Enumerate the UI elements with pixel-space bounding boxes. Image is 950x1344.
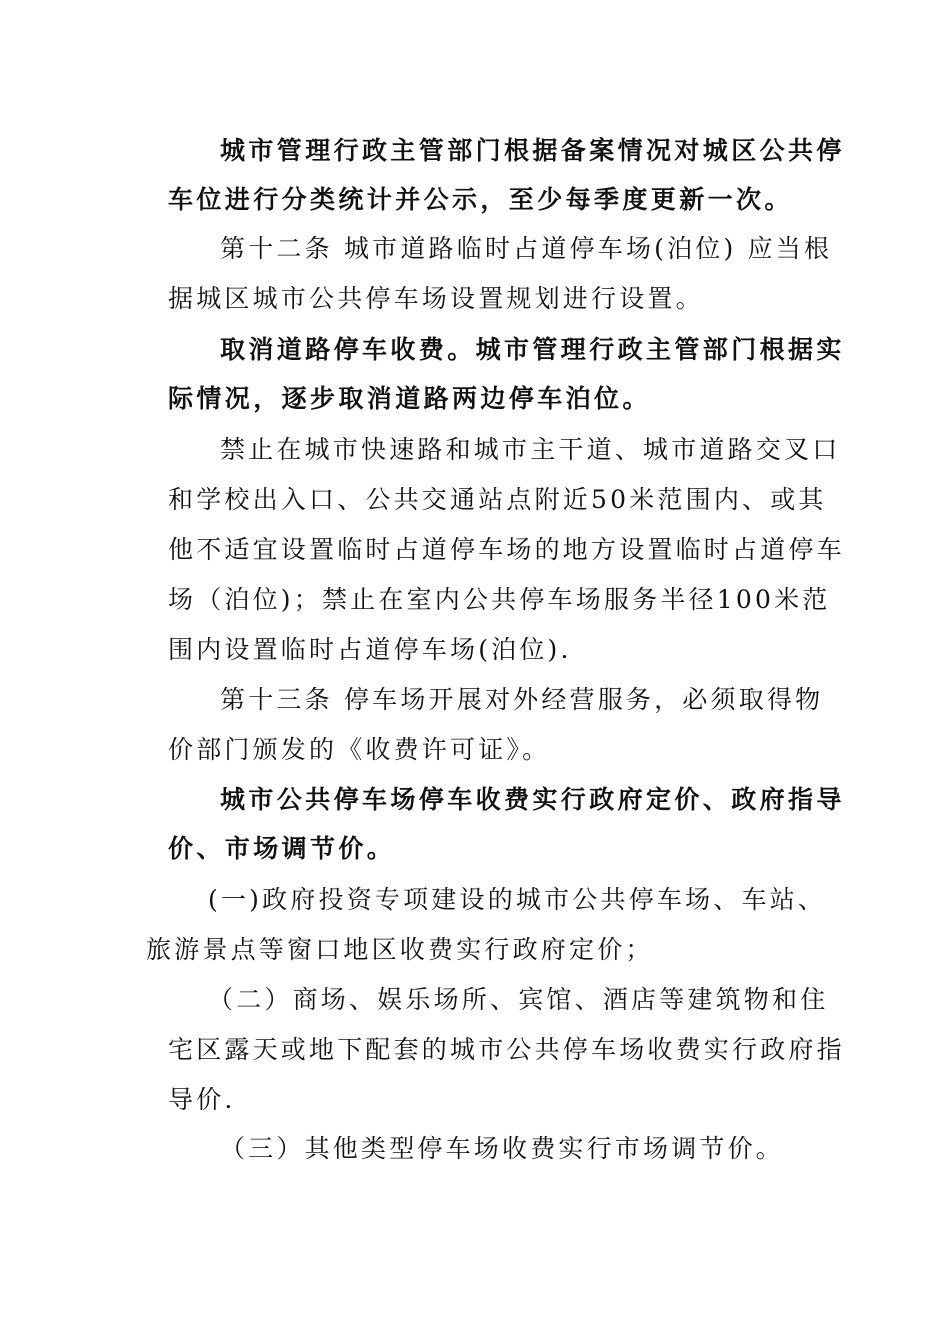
paragraph-line: 禁止在城市快速路和城市主干道、城市道路交叉口 xyxy=(220,435,841,464)
paragraph-line: 围内设置临时占道停车场(泊位). xyxy=(168,635,572,664)
paragraph-line: 和学校出入口、公共交通站点附近50米范围内、或其 xyxy=(168,485,827,514)
paragraph-line: 车位进行分类统计并公示，至少每季度更新一次。 xyxy=(168,185,793,214)
paragraph-line: 城市公共停车场停车收费实行政府定价、政府指导 xyxy=(220,785,845,814)
paragraph-line: 城市管理行政主管部门根据备案情况对城区公共停 xyxy=(220,136,845,165)
paragraph-line: 场（泊位)；禁止在室内公共停车场服务半径100米范 xyxy=(168,585,831,614)
paragraph-line: 第十二条 城市道路临时占道停车场(泊位) 应当根 xyxy=(220,234,833,263)
paragraph-line: (一)政府投资专项建设的城市公共停车场、车站、 xyxy=(208,885,827,914)
paragraph-line: （三）其他类型停车场收费实行市场调节价。 xyxy=(220,1134,785,1163)
paragraph-line: 导价. xyxy=(168,1085,236,1114)
paragraph-line: 价、市场调节价。 xyxy=(168,834,396,863)
paragraph-line: 际情况，逐步取消道路两边停车泊位。 xyxy=(168,384,651,413)
paragraph-line: 取消道路停车收费。城市管理行政主管部门根据实 xyxy=(220,335,845,364)
paragraph-line: 第十三条 停车场开展对外经营服务，必须取得物 xyxy=(220,685,824,714)
paragraph-line: 价部门颁发的《收费许可证》。 xyxy=(168,735,551,764)
paragraph-line: 旅游景点等窗口地区收费实行政府定价； xyxy=(146,935,654,964)
paragraph-line: （二）商场、娱乐场所、宾馆、酒店等建筑物和住 xyxy=(208,985,829,1014)
paragraph-line: 宅区露天或地下配套的城市公共停车场收费实行政府指 xyxy=(168,1035,845,1064)
paragraph-line: 据城区城市公共停车场设置规划进行设置。 xyxy=(168,284,704,313)
paragraph-line: 他不适宜设置临时占道停车场的地方设置临时占道停车 xyxy=(168,535,845,564)
